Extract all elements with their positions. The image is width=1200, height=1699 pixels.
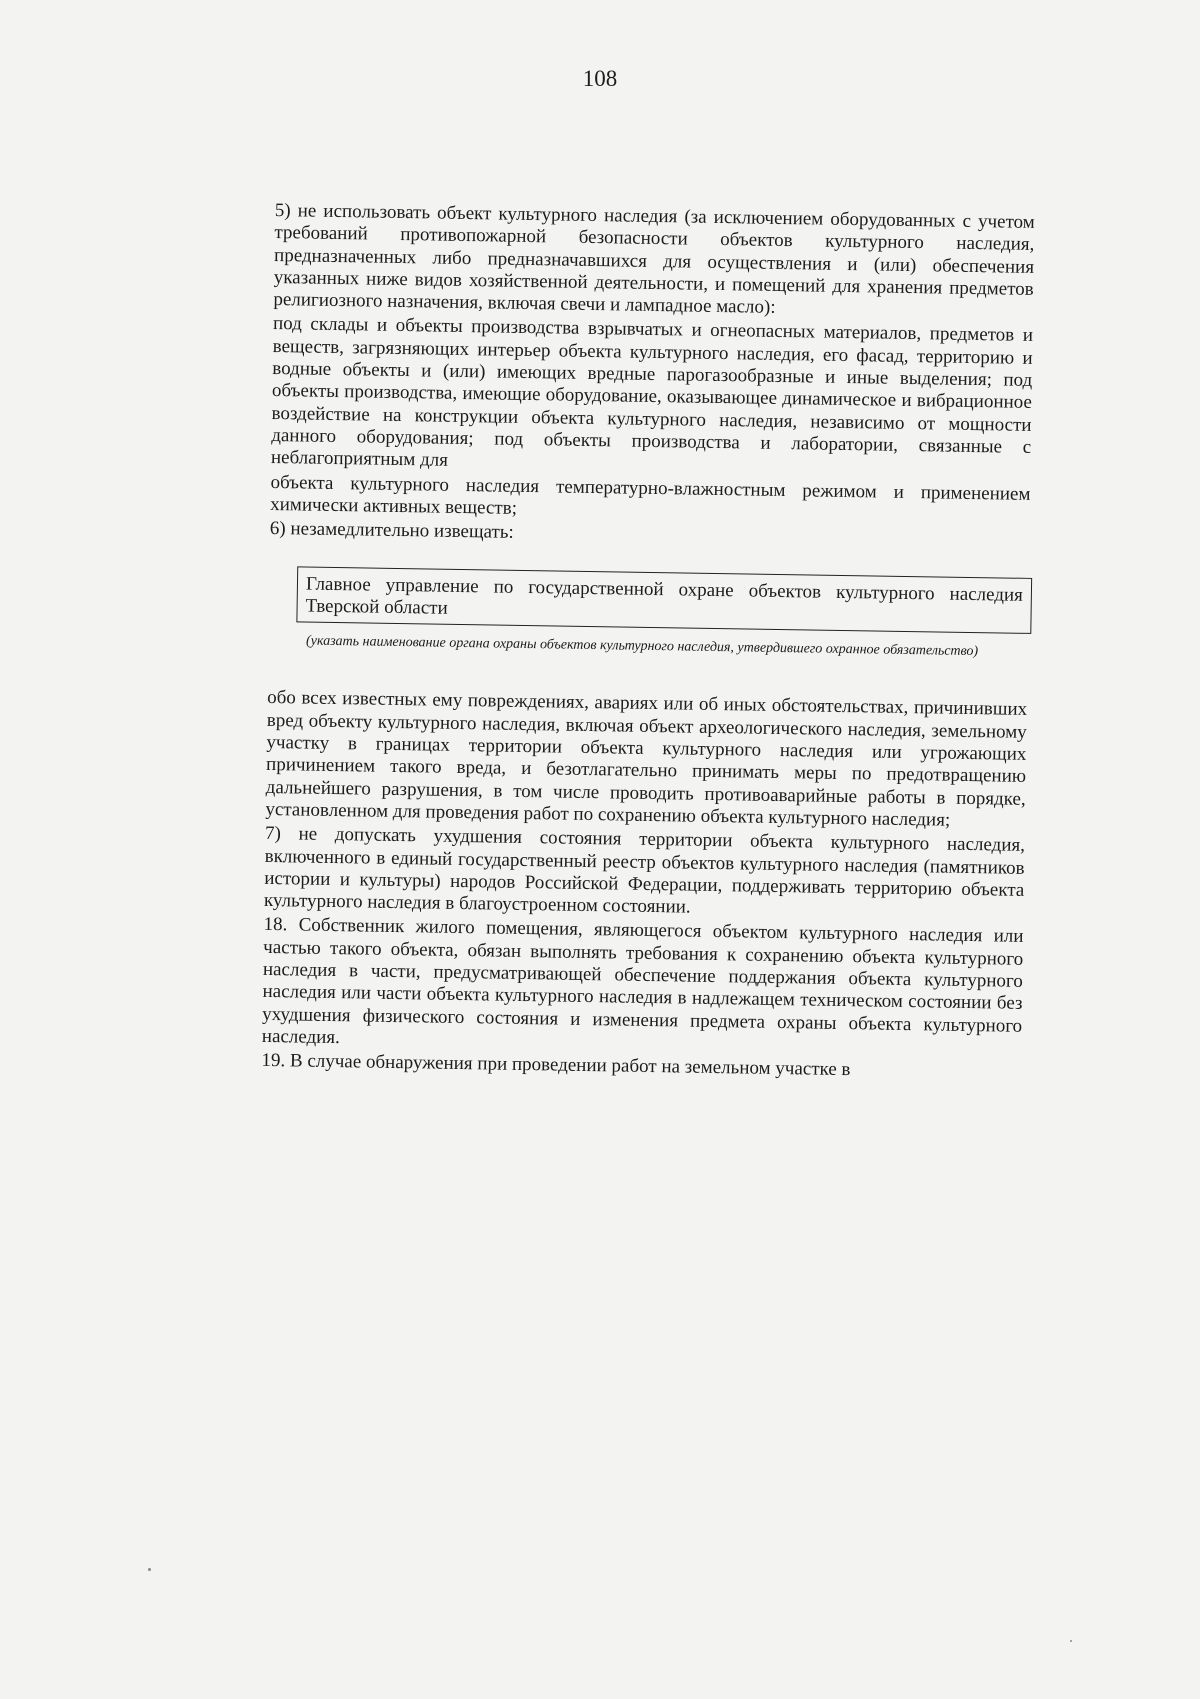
page-number: 108 bbox=[582, 66, 618, 91]
paragraph-prohibited-uses: под склады и объекты производства взрывчатых и огнеопасных материалов, предметов и веществ, загрязняющих интерьер объекта культурного наследия, его фасад, территорию и водные объекты и (или) имеющих вредные парогазообразные и иные выделения; под объекты производства, имеющие оборудование, оказывающее динамическое и вибрационное воздействие на конструкции объекта культурного наследия, независимо от мощности данного оборудования; под объекты производства и лаборатории, связанные с неблагоприятным для bbox=[270, 313, 1034, 472]
paragraph-damage-notice: обо всех известных ему повреждениях, авариях или об иных обстоятельствах, причинивших вред объекту культурного наследия, включая объект археологического наследия, земельному участку в границах территории объекта культурного наследия или угрожающих причинением такого вреда, и безотлагательно принимать меры по предотвращению дальнейшего разрушения, в том числе проводить противоаварийные работы в порядке, установленном для проведения работ по сохранению объекта культурного наследия; bbox=[265, 687, 1028, 831]
paragraph-section-18: 18. Собственник жилого помещения, являющегося объектом культурного наследия или частью такого объекта, обязан выполнять требования к сохранению объекта культурного наследия в части, предусматривающей обеспечение поддержания объекта культурного наследия или части объекта культурного наследия в надлежащем техническом состоянии без ухудшения физического состояния и изменения предмета охраны объекта культурного наследия. bbox=[261, 914, 1024, 1049]
paragraph-item-7: 7) не допускать ухудшения состояния территории объекта культурного наследия, включенного в единый государственный реестр объектов культурного наследия (памятников истории и культуры) народов Российской Федерации, поддерживать территорию объекта культурного наследия в благоустроенном состоянии. bbox=[263, 823, 1026, 918]
scan-speck bbox=[148, 1568, 151, 1571]
authority-name-box: Главное управление по государственной охране объектов культурного наследия Тверской области bbox=[296, 567, 1032, 635]
scan-speck bbox=[1070, 1640, 1072, 1642]
document-body bbox=[261, 200, 1035, 1084]
paragraph-prohibited-uses-continued: объекта культурного наследия температурно-влажностным режимом и применением химически активных веществ; bbox=[270, 471, 1031, 519]
paragraph-section-19: 19. В случае обнаружения при проведении работ на земельном участке в bbox=[261, 1050, 851, 1081]
paragraph-item-5: 5) не использовать объект культурного наследия (за исключением оборудованных с учетом требований противопожарной безопасности объектов культурного наследия, предназначенных либо предназначавшихся для осуществления и (или) обеспечения указанных ниже видов хозяйственной деятельности, и помещений для хранения предметов религиозного назначения, включая свечи и лампадное масло): bbox=[273, 200, 1035, 319]
paragraph-item-6: 6) незамедлительно извещать: bbox=[269, 518, 514, 543]
authority-caption: (указать наименование органа охраны объектов культурного наследия, утвердившего охранное обязательство) bbox=[305, 633, 979, 660]
